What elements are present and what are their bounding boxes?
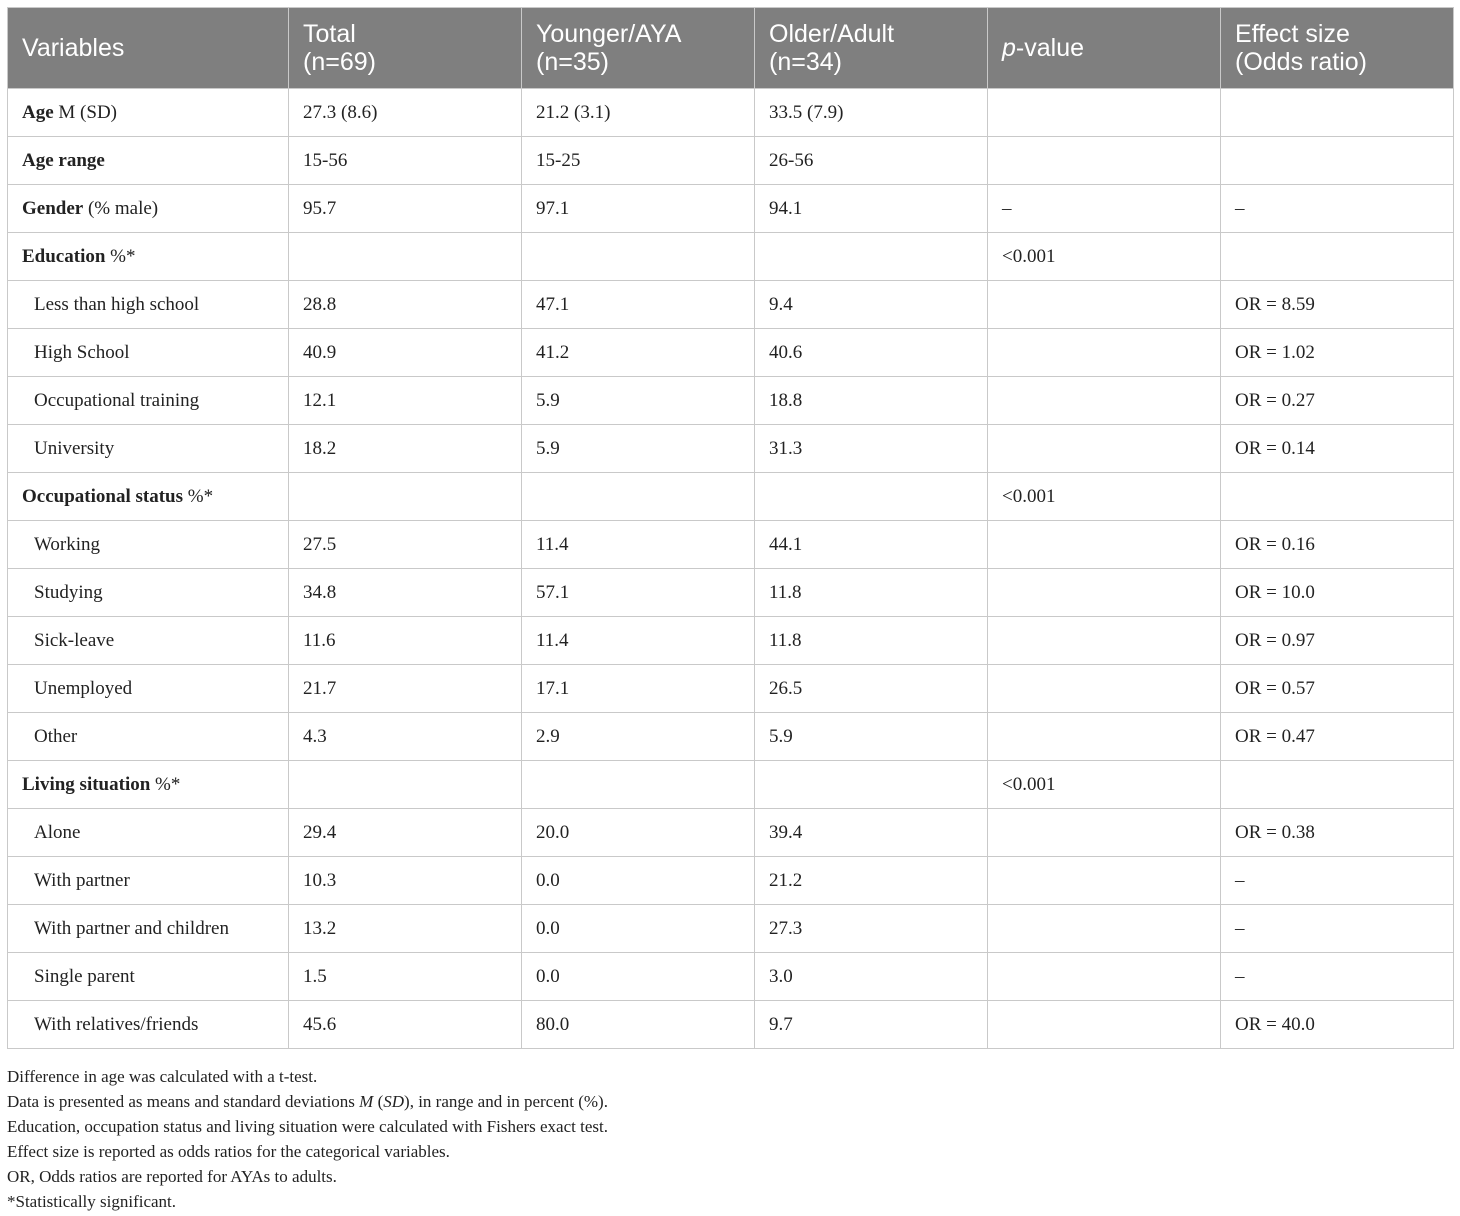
cell-p-value: <0.001 [988, 233, 1221, 281]
row-label-text: Other [34, 725, 78, 747]
cell-total [289, 473, 522, 521]
cell-younger: 80.0 [522, 1001, 755, 1049]
cell-younger: 11.4 [522, 617, 755, 665]
cell-effect-size: OR = 40.0 [1221, 1001, 1454, 1049]
cell-total: 45.6 [289, 1001, 522, 1049]
table-header-row [8, 8, 1454, 89]
row-label-text: With partner [34, 869, 130, 891]
cell-total [289, 761, 522, 809]
cell-effect-size: – [1221, 185, 1454, 233]
cell-effect-size: – [1221, 953, 1454, 1001]
cell-effect-size [1221, 473, 1454, 521]
table-row [8, 1001, 1454, 1049]
footnote-line: Education, occupation status and living situation were calculated with Fishers exact test. [7, 1117, 608, 1136]
row-label [8, 905, 289, 953]
cell-total: 95.7 [289, 185, 522, 233]
cell-older: 9.7 [755, 1001, 988, 1049]
row-label-bold: Age [22, 101, 54, 123]
row-label-text: Occupational training [34, 389, 200, 411]
row-label-text: %* [105, 245, 136, 267]
table-footnotes [7, 1064, 608, 1214]
row-label [8, 953, 289, 1001]
cell-younger: 0.0 [522, 905, 755, 953]
cell-p-value: <0.001 [988, 473, 1221, 521]
cell-p-value [988, 377, 1221, 425]
header-p-value: p-value [988, 8, 1221, 89]
cell-older: 40.6 [755, 329, 988, 377]
cell-p-value: <0.001 [988, 761, 1221, 809]
row-label [8, 425, 289, 473]
cell-older: 27.3 [755, 905, 988, 953]
row-label [8, 281, 289, 329]
cell-younger: 11.4 [522, 521, 755, 569]
cell-effect-size: – [1221, 905, 1454, 953]
cell-total: 13.2 [289, 905, 522, 953]
cell-p-value [988, 905, 1221, 953]
cell-p-value [988, 1001, 1221, 1049]
row-label-bold: Education [22, 245, 106, 267]
cell-older: 33.5 (7.9) [755, 89, 988, 137]
cell-effect-size: OR = 0.16 [1221, 521, 1454, 569]
cell-older: 31.3 [755, 425, 988, 473]
row-label [8, 473, 289, 521]
row-label-bold: Age range [22, 149, 105, 171]
row-label [8, 761, 289, 809]
cell-older: 11.8 [755, 617, 988, 665]
cell-younger: 17.1 [522, 665, 755, 713]
cell-total [289, 233, 522, 281]
cell-effect-size: – [1221, 857, 1454, 905]
row-label [8, 857, 289, 905]
cell-older: 39.4 [755, 809, 988, 857]
cell-older: 11.8 [755, 569, 988, 617]
row-label-text: With partner and children [34, 917, 229, 939]
cell-older: 18.8 [755, 377, 988, 425]
cell-total: 28.8 [289, 281, 522, 329]
cell-older [755, 761, 988, 809]
row-label [8, 809, 289, 857]
cell-effect-size [1221, 233, 1454, 281]
cell-total: 34.8 [289, 569, 522, 617]
cell-younger [522, 233, 755, 281]
cell-younger: 15-25 [522, 137, 755, 185]
cell-older [755, 473, 988, 521]
cell-younger: 97.1 [522, 185, 755, 233]
cell-younger: 57.1 [522, 569, 755, 617]
cell-older: 26.5 [755, 665, 988, 713]
cell-total: 27.3 (8.6) [289, 89, 522, 137]
cell-p-value [988, 857, 1221, 905]
cell-total: 27.5 [289, 521, 522, 569]
footnote-line: Data is presented as means and standard deviations M (SD), in range and in percent (%). [7, 1092, 608, 1111]
cell-older: 26-56 [755, 137, 988, 185]
cell-effect-size: OR = 0.27 [1221, 377, 1454, 425]
table-row [8, 89, 1454, 137]
table-row [8, 329, 1454, 377]
cell-p-value [988, 953, 1221, 1001]
cell-younger: 21.2 (3.1) [522, 89, 755, 137]
cell-total: 18.2 [289, 425, 522, 473]
row-label-bold: Gender [22, 197, 84, 219]
cell-p-value [988, 89, 1221, 137]
row-label [8, 617, 289, 665]
table-row [8, 137, 1454, 185]
table-row [8, 185, 1454, 233]
row-label-text: (% male) [83, 197, 159, 219]
cell-younger: 5.9 [522, 377, 755, 425]
row-label-text: Sick-leave [34, 629, 115, 651]
table-row [8, 761, 1454, 809]
row-label-text: High School [34, 341, 130, 363]
row-label [8, 1001, 289, 1049]
cell-younger: 0.0 [522, 857, 755, 905]
cell-p-value: – [988, 185, 1221, 233]
header-younger: Younger/AYA (n=35) [522, 8, 755, 89]
cell-p-value [988, 329, 1221, 377]
header-variables: Variables [8, 8, 289, 89]
cell-total: 21.7 [289, 665, 522, 713]
cell-effect-size: OR = 0.47 [1221, 713, 1454, 761]
cell-effect-size [1221, 137, 1454, 185]
header-older: Older/Adult (n=34) [755, 8, 988, 89]
table-row [8, 953, 1454, 1001]
cell-p-value [988, 809, 1221, 857]
cell-effect-size: OR = 0.97 [1221, 617, 1454, 665]
cell-total: 15-56 [289, 137, 522, 185]
cell-effect-size: OR = 0.57 [1221, 665, 1454, 713]
cell-older: 44.1 [755, 521, 988, 569]
cell-effect-size: OR = 10.0 [1221, 569, 1454, 617]
cell-p-value [988, 137, 1221, 185]
row-label [8, 713, 289, 761]
header-effect-size: Effect size (Odds ratio) [1221, 8, 1454, 89]
table-row [8, 377, 1454, 425]
row-label-text: Unemployed [34, 677, 133, 699]
row-label [8, 665, 289, 713]
row-label-text: Working [34, 533, 101, 555]
cell-total: 11.6 [289, 617, 522, 665]
cell-p-value [988, 521, 1221, 569]
cell-p-value [988, 569, 1221, 617]
row-label [8, 377, 289, 425]
table-row [8, 425, 1454, 473]
table-row [8, 905, 1454, 953]
table-row [8, 521, 1454, 569]
table-row [8, 281, 1454, 329]
cell-younger: 47.1 [522, 281, 755, 329]
cell-total: 1.5 [289, 953, 522, 1001]
table-row [8, 665, 1454, 713]
cell-older: 5.9 [755, 713, 988, 761]
cell-effect-size: OR = 0.14 [1221, 425, 1454, 473]
row-label-text: Less than high school [34, 293, 200, 315]
table-row [8, 233, 1454, 281]
cell-older: 21.2 [755, 857, 988, 905]
cell-effect-size: OR = 1.02 [1221, 329, 1454, 377]
cell-effect-size [1221, 761, 1454, 809]
footnote-line: OR, Odds ratios are reported for AYAs to adults. [7, 1167, 337, 1186]
cell-younger: 2.9 [522, 713, 755, 761]
demographics-table [7, 7, 1454, 1049]
cell-total: 4.3 [289, 713, 522, 761]
footnote-line: Difference in age was calculated with a t-test. [7, 1067, 318, 1086]
row-label-text: M (SD) [53, 101, 117, 123]
row-label-text: %* [150, 773, 181, 795]
cell-p-value [988, 665, 1221, 713]
cell-total: 12.1 [289, 377, 522, 425]
cell-effect-size [1221, 89, 1454, 137]
cell-older: 94.1 [755, 185, 988, 233]
cell-older: 3.0 [755, 953, 988, 1001]
table-body [8, 89, 1454, 1049]
cell-p-value [988, 713, 1221, 761]
row-label-bold: Occupational status [22, 485, 183, 507]
row-label-text: Alone [34, 821, 81, 843]
row-label [8, 329, 289, 377]
cell-p-value [988, 617, 1221, 665]
table-row [8, 809, 1454, 857]
cell-younger: 41.2 [522, 329, 755, 377]
table-row [8, 857, 1454, 905]
table-row [8, 473, 1454, 521]
cell-total: 40.9 [289, 329, 522, 377]
table-row [8, 569, 1454, 617]
row-label [8, 89, 289, 137]
footnote-line: Effect size is reported as odds ratios for the categorical variables. [7, 1142, 450, 1161]
cell-effect-size: OR = 0.38 [1221, 809, 1454, 857]
cell-total: 29.4 [289, 809, 522, 857]
row-label-bold: Living situation [22, 773, 151, 795]
table-row [8, 713, 1454, 761]
cell-older: 9.4 [755, 281, 988, 329]
row-label-text: Single parent [34, 965, 135, 987]
table-row [8, 617, 1454, 665]
cell-p-value [988, 281, 1221, 329]
row-label [8, 233, 289, 281]
row-label [8, 521, 289, 569]
cell-effect-size: OR = 8.59 [1221, 281, 1454, 329]
cell-younger [522, 761, 755, 809]
row-label-text: University [34, 437, 115, 459]
row-label [8, 137, 289, 185]
footnote-line: *Statistically significant. [7, 1192, 177, 1211]
header-total: Total (n=69) [289, 8, 522, 89]
cell-younger [522, 473, 755, 521]
row-label-text: With relatives/friends [34, 1013, 199, 1035]
row-label [8, 185, 289, 233]
cell-total: 10.3 [289, 857, 522, 905]
row-label-text: %* [183, 485, 214, 507]
cell-younger: 0.0 [522, 953, 755, 1001]
cell-p-value [988, 425, 1221, 473]
row-label-text: Studying [34, 581, 103, 603]
cell-younger: 5.9 [522, 425, 755, 473]
cell-older [755, 233, 988, 281]
cell-younger: 20.0 [522, 809, 755, 857]
row-label [8, 569, 289, 617]
